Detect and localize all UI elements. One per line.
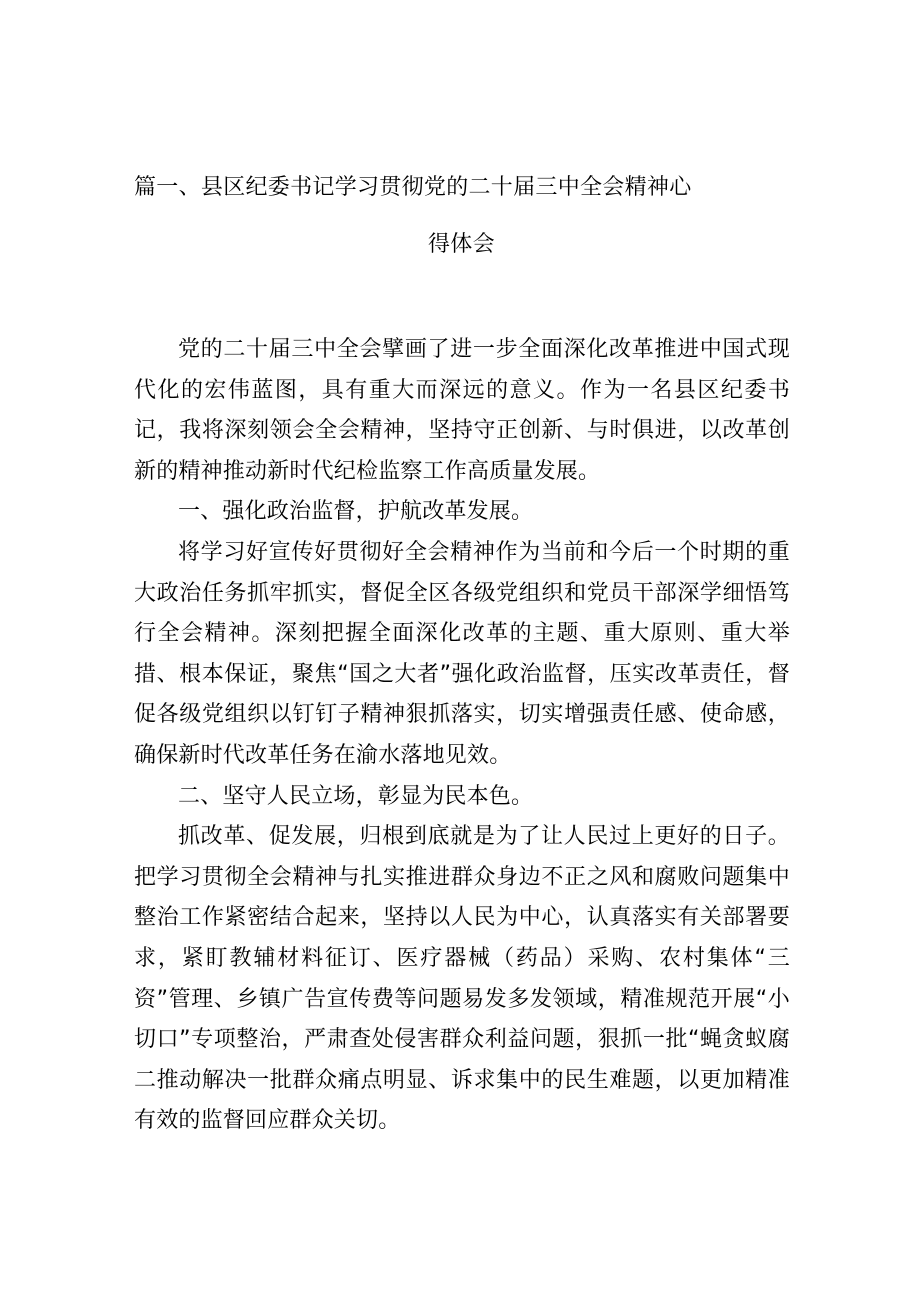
- document-title-line-1: 篇一、县区纪委书记学习贯彻党的二十届三中全会精神心: [134, 175, 692, 200]
- document-body: [134, 330, 790, 1142]
- paragraph-section-2: 抓改革、促发展，归根到底就是为了让人民过上更好的日子。把学习贯彻全会精神与扎实推进群众身边不正之风和腐败问题集中整治工作紧密结合起来，坚持以人民为中心，认真落实有关部署要求，紧盯教辅材料征订、医疗器械（药品）采购、农村集体“三资”管理、乡镇广告宣传费等问题易发多发领域，精准规范开展“小切口”专项整治，严肃查处侵害群众利益问题，狠抓一批“蝇贪蚁腐二推动解决一批群众痛点明显、诉求集中的民生难题，以更加精准有效的监督回应群众关切。: [134, 824, 790, 1134]
- document-title-line-2: 得体会: [428, 232, 495, 257]
- paragraph-section-1: 将学习好宣传好贯彻好全会精神作为当前和今后一个时期的重大政治任务抓牢抓实，督促全区各级党组织和党员干部深学细悟笃行全会精神。深刻把握全面深化改革的主题、重大原则、重大举措、根本保证，聚焦“国之大者”强化政治监督，压实改革责任，督促各级党组织以钉钉子精神狠抓落实，切实增强责任感、使命感，确保新时代改革任务在渝水落地见效。: [134, 539, 790, 768]
- section-heading-2: 二、坚守人民立场，彰显为民本色。: [178, 783, 534, 809]
- section-heading-1: 一、强化政治监督，护航改革发展。: [178, 499, 534, 525]
- paragraph-intro: 党的二十届三中全会擘画了进一步全面深化改革推进中国式现代化的宏伟蓝图，具有重大而深远的意义。作为一名县区纪委书记，我将深刻领会全会精神，坚持守正创新、与时俱进，以改革创新的精神推动新时代纪检监察工作高质量发展。: [134, 337, 790, 484]
